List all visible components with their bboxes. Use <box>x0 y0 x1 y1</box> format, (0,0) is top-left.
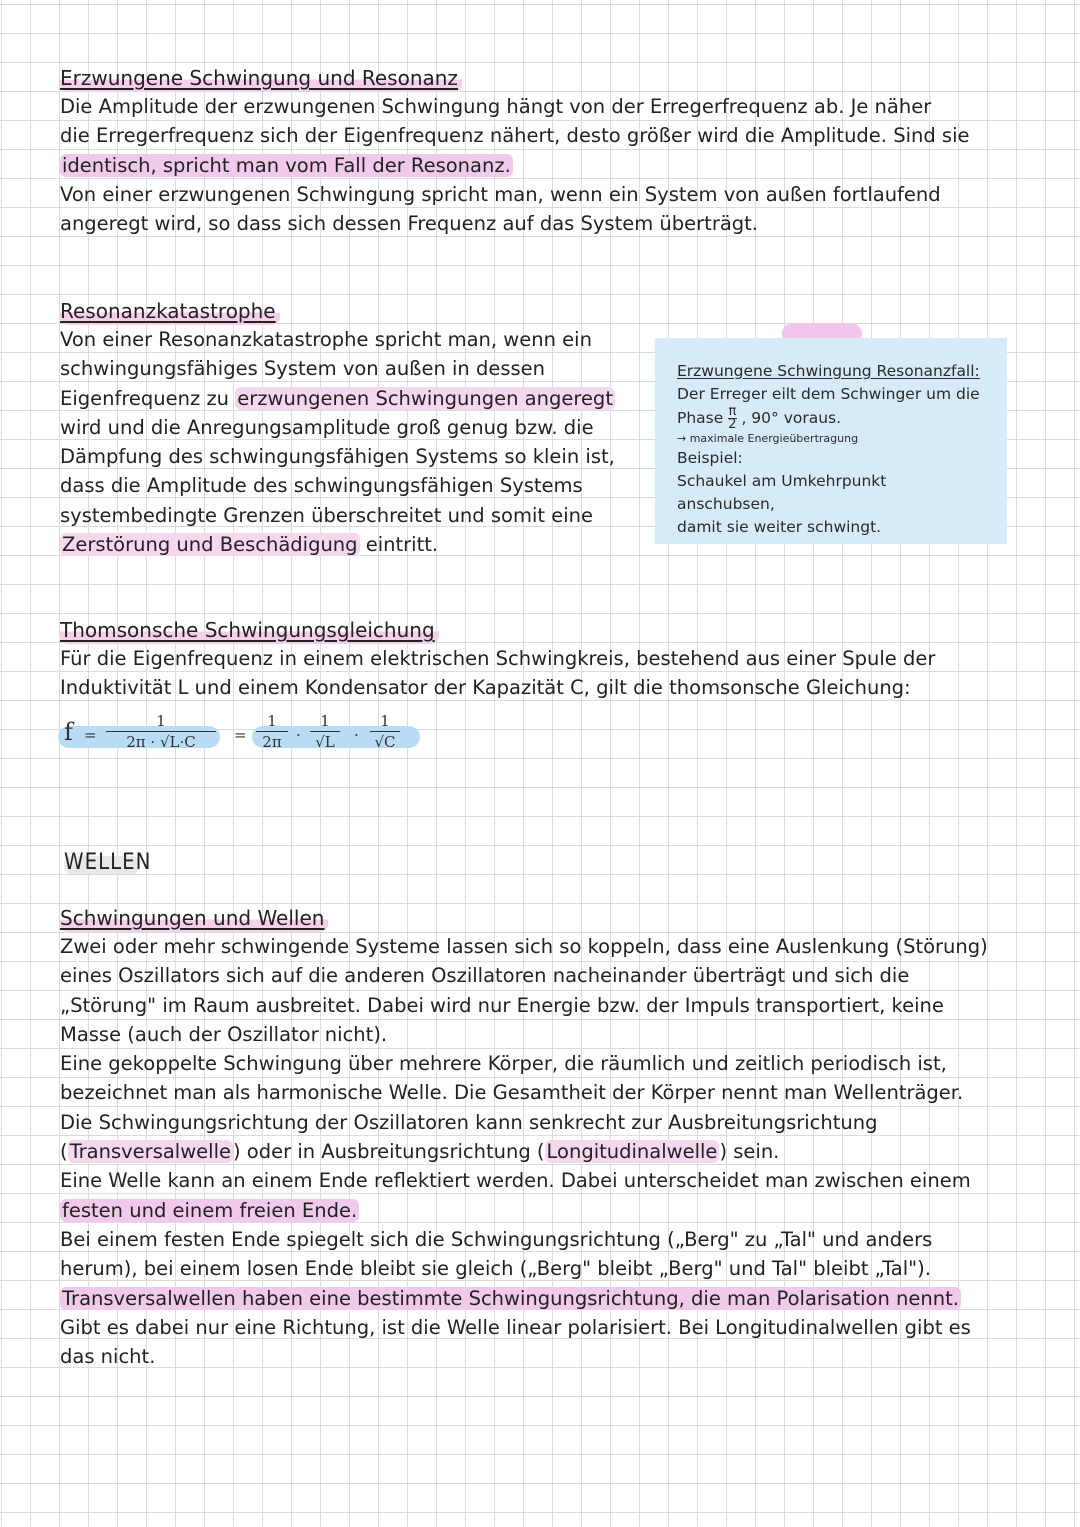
fraction <box>106 712 216 751</box>
paragraph-line: Für die Eigenfrequenz in einem elektrischen Schwingkreis, bestehend aus einer Spule der <box>60 647 936 670</box>
phase-fraction <box>728 406 736 431</box>
paragraph-line <box>60 151 970 180</box>
formula-fraction-3 <box>310 712 340 751</box>
paragraph-line: Induktivität L und einem Kondensator der Kapazität C, gilt die thomsonsche Gleichung: <box>60 676 911 700</box>
fraction-denominator: 2π <box>262 733 282 751</box>
paragraph-line <box>60 1137 988 1166</box>
note-beispiel: Beispiel: <box>677 449 743 467</box>
fraction <box>256 712 288 751</box>
fraction-denominator: 2π · √L·C <box>126 733 196 751</box>
highlight: erzwungenen Schwingungen angeregt <box>237 386 613 410</box>
paragraph-line: Zwei oder mehr schwingende Systeme lassen sich so koppeln, dass eine Auslenkung (Störung) <box>60 935 988 958</box>
text-span: ) oder in Ausbreitungsrichtung ( <box>233 1140 545 1164</box>
text-span: Eigenfrequenz zu <box>60 386 236 410</box>
note-phase-line <box>677 406 987 431</box>
note-arrow-line: → maximale Energieübertragung <box>677 432 859 445</box>
paragraph-line: Eine Welle kann an einem Ende reflektiert werden. Dabei unterscheidet man zwischen einem <box>60 1169 971 1193</box>
fraction-numerator: 1 <box>380 712 390 730</box>
fraction-bar <box>370 731 400 732</box>
section-erzwungene-schwingung <box>60 64 970 238</box>
section-resonanzkatastrophe <box>60 297 615 559</box>
text-span: ) sein. <box>719 1140 780 1164</box>
text-span: ( <box>60 1140 68 1164</box>
phase-label: Phase <box>677 409 724 427</box>
paragraph-line: „Störung" im Raum ausbreitet. Dabei wird nur Energie bzw. der Impuls transportiert, keine <box>60 993 944 1017</box>
formula-dot: · <box>354 726 359 744</box>
highlight: festen und einem freien Ende. <box>62 1198 358 1222</box>
highlight: identisch, spricht man vom Fall der Resonanz. <box>62 153 511 177</box>
fraction-denominator: √C <box>374 733 396 751</box>
highlight: Zerstörung und Beschädigung <box>62 533 358 557</box>
highlight: Transversalwellen haben eine bestimmte Schwingungsrichtung, die man Polarisation nennt. <box>62 1286 959 1310</box>
paragraph-line: Eine gekoppelte Schwingung über mehrere Körper, die räumlich und zeitlich periodisch ist, <box>60 1052 947 1076</box>
paragraph-line: die Erregerfrequenz sich der Eigenfrequenz nähert, desto größer wird die Amplitude. Sind sie <box>60 124 970 148</box>
heading-wellen: WELLEN <box>64 850 152 875</box>
heading-thomson: Thomsonsche Schwingungsgleichung <box>60 616 439 644</box>
paragraph-line: bezeichnet man als harmonische Welle. Die Gesamtheit der Körper nennt man Wellenträger. <box>60 1081 964 1105</box>
paragraph-line: Von einer Resonanzkatastrophe spricht man, wenn ein <box>60 328 592 351</box>
paragraph-line: herum), bei einem losen Ende bleibt sie gleich („Berg" bleibt „Berg" und Tal" bleibt „Tal"). <box>60 1257 931 1281</box>
highlight: Longitudinalwelle <box>546 1140 718 1164</box>
note-line: damit sie weiter schwingt. <box>677 518 882 536</box>
paragraph-line: eines Oszillators sich auf die anderen Oszillatoren nacheinander überträgt und sich die <box>60 964 910 988</box>
formula-fraction-1 <box>106 712 216 751</box>
paragraph-line: das nicht. <box>60 1345 156 1369</box>
paragraph-line: schwingungsfähiges System von außen in dessen <box>60 357 546 381</box>
fraction-denominator: 2 <box>728 417 737 432</box>
paragraph-line: Gibt es dabei nur eine Richtung, ist die Welle linear polarisiert. Bei Longitudinalwellen gibt es <box>60 1315 971 1339</box>
note-line: Schaukel am Umkehrpunkt anschubsen, <box>677 472 887 513</box>
formula-equals: = <box>84 726 97 744</box>
formula-equals: = <box>234 726 247 744</box>
paragraph-line: Von einer erzwungenen Schwingung spricht man, wenn ein System von außen fortlaufend <box>60 182 941 206</box>
heading-schwingungen-wellen: Schwingungen und Wellen <box>60 904 328 932</box>
section-thomson <box>60 616 935 703</box>
formula-dot: · <box>296 726 301 744</box>
note-line: Der Erreger eilt dem Schwinger um die <box>677 385 980 403</box>
fraction-numerator: 1 <box>156 712 166 730</box>
paragraph-line: Die Schwingungsrichtung der Oszillatoren kann senkrecht zur Ausbreitungsrichtung <box>60 1110 878 1134</box>
fraction-numerator: π <box>728 404 737 419</box>
paragraph-line: systembedingte Grenzen überschreitet und somit eine <box>60 503 593 527</box>
fraction <box>370 712 400 751</box>
note-box-resonanzfall <box>655 338 1007 544</box>
phase-rest: , 90° voraus. <box>741 409 842 427</box>
note-title: Erzwungene Schwingung Resonanzfall: <box>677 362 980 380</box>
paragraph-line: Dämpfung des schwingungsfähigen Systems so klein ist, <box>60 445 615 469</box>
text-span: eintritt. <box>359 533 439 557</box>
heading-resonanzkatastrophe: Resonanzkatastrophe <box>60 297 280 325</box>
paragraph-line <box>60 530 615 559</box>
heading-erzwungene-schwingung: Erzwungene Schwingung und Resonanz <box>60 64 462 92</box>
paragraph-line <box>60 384 615 413</box>
fraction-numerator: 1 <box>320 712 330 730</box>
fraction-bar <box>106 731 216 732</box>
fraction-numerator: 1 <box>267 712 277 730</box>
paragraph-line: Bei einem festen Ende spiegelt sich die Schwingungsrichtung („Berg" zu „Tal" und anders <box>60 1227 933 1251</box>
section-schwingungen-wellen <box>60 904 988 1371</box>
formula-f: f <box>64 718 73 746</box>
paragraph-line: angeregt wird, so dass sich dessen Frequenz auf das System überträgt. <box>60 212 759 236</box>
paragraph-line: dass die Amplitude des schwingungsfähigen Systems <box>60 474 583 498</box>
fraction-bar <box>256 731 288 732</box>
fraction-bar <box>310 731 340 732</box>
formula-fraction-2 <box>256 712 288 751</box>
paragraph-line <box>60 1284 988 1313</box>
highlight: Transversalwelle <box>69 1140 231 1164</box>
formula-fraction-4 <box>370 712 400 751</box>
paragraph-line: Die Amplitude der erzwungenen Schwingung hängt von der Erregerfrequenz ab. Je näher <box>60 95 932 118</box>
paragraph-line: Masse (auch der Oszillator nicht). <box>60 1022 388 1046</box>
fraction-denominator: √L <box>315 733 335 751</box>
paragraph-line <box>60 1196 988 1225</box>
paragraph-line: wird und die Anregungsamplitude groß genug bzw. die <box>60 415 594 439</box>
fraction <box>310 712 340 751</box>
